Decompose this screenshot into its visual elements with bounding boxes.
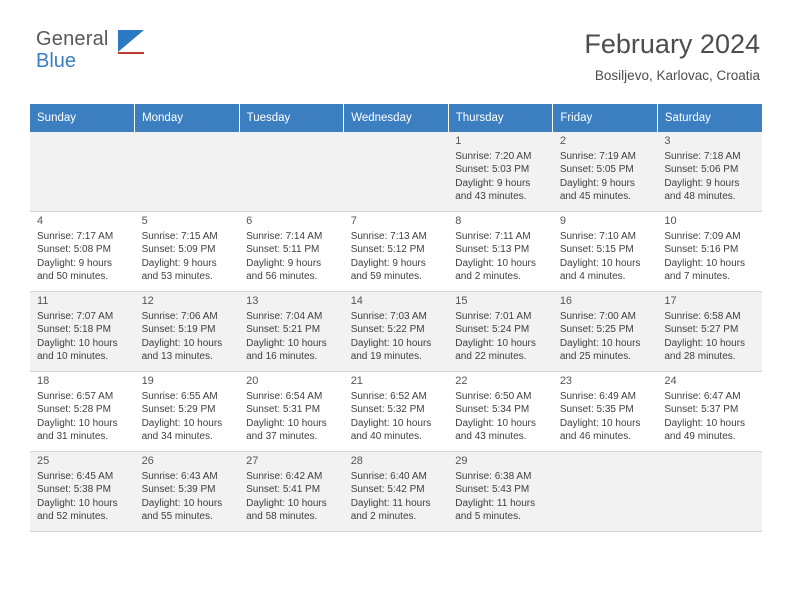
day-info-line: Daylight: 10 hours — [664, 257, 745, 269]
day-info-line: and 49 minutes. — [664, 430, 736, 442]
day-info-line: and 16 minutes. — [246, 350, 318, 362]
day-info-line: Sunrise: 7:04 AM — [246, 311, 323, 323]
day-info-line: Sunrise: 6:54 AM — [246, 391, 323, 403]
day-info-line: and 22 minutes. — [455, 350, 527, 362]
day-number: 22 — [455, 375, 468, 387]
day-number: 23 — [559, 375, 573, 387]
day-number: 20 — [246, 375, 259, 387]
day-info-line: Sunrise: 7:17 AM — [37, 231, 114, 243]
calendar-day-cell[interactable] — [135, 372, 240, 452]
day-info-line: Sunrise: 6:52 AM — [350, 391, 427, 403]
day-info-line: Sunset: 5:24 PM — [455, 324, 530, 336]
day-info-line: Sunrise: 7:19 AM — [559, 151, 636, 163]
day-sun-info — [455, 150, 548, 203]
day-sun-info — [246, 310, 339, 363]
day-sun-info — [455, 470, 548, 523]
day-info-line: Sunrise: 6:58 AM — [664, 311, 741, 323]
calendar-day-cell[interactable] — [239, 292, 344, 372]
day-info-line: Sunset: 5:38 PM — [37, 484, 111, 496]
day-number: 14 — [350, 295, 363, 307]
day-info-line: Sunrise: 7:00 AM — [559, 311, 636, 323]
day-info-line: and 7 minutes. — [664, 270, 730, 282]
day-info-line: Daylight: 9 hours — [559, 177, 635, 189]
calendar-day-cell[interactable] — [448, 212, 553, 292]
day-info-line: Daylight: 10 hours — [455, 417, 536, 429]
calendar-day-cell[interactable] — [344, 452, 449, 532]
logo-word-general: General — [36, 28, 109, 50]
calendar-day-cell[interactable] — [30, 292, 135, 372]
calendar-day-cell[interactable] — [448, 292, 553, 372]
calendar-table — [30, 104, 762, 532]
day-info-line: and 37 minutes. — [246, 430, 318, 442]
calendar-day-cell[interactable] — [239, 372, 344, 452]
day-info-line: Daylight: 10 hours — [141, 337, 223, 349]
day-info-line: Daylight: 10 hours — [664, 337, 745, 349]
day-info-line: Daylight: 10 hours — [37, 497, 118, 509]
day-info-line: Daylight: 10 hours — [455, 337, 536, 349]
calendar-cell-empty — [344, 132, 449, 212]
day-sun-info — [664, 150, 757, 203]
calendar-cell-empty — [657, 452, 762, 532]
calendar-cell-empty — [30, 132, 135, 212]
calendar-day-cell[interactable] — [135, 292, 240, 372]
day-sun-info — [560, 310, 653, 363]
day-info-line: and 45 minutes. — [559, 190, 631, 202]
day-sun-info — [351, 310, 444, 363]
calendar-day-cell[interactable] — [657, 212, 762, 292]
day-info-line: Sunrise: 7:14 AM — [246, 231, 323, 243]
calendar-day-cell[interactable] — [135, 452, 240, 532]
calendar-day-cell[interactable] — [135, 212, 240, 292]
day-info-line: Daylight: 10 hours — [559, 257, 641, 269]
day-info-line: Sunrise: 7:13 AM — [350, 231, 427, 243]
day-sun-info — [664, 390, 757, 443]
day-sun-info — [351, 230, 444, 283]
day-number: 7 — [350, 215, 357, 227]
calendar-day-cell[interactable] — [30, 372, 135, 452]
calendar-cell-empty — [135, 132, 240, 212]
day-sun-info — [37, 390, 130, 443]
day-info-line: Sunrise: 7:15 AM — [141, 231, 218, 243]
day-info-line: Daylight: 10 hours — [350, 417, 432, 429]
day-info-line: Sunset: 5:05 PM — [559, 164, 634, 176]
day-info-line: Daylight: 10 hours — [350, 337, 432, 349]
day-sun-info — [560, 390, 653, 443]
day-info-line: and 19 minutes. — [350, 350, 422, 362]
day-number: 11 — [37, 295, 49, 307]
day-number: 6 — [246, 215, 253, 227]
day-info-line: Sunrise: 7:06 AM — [141, 311, 218, 323]
column-header-friday: Friday — [553, 104, 658, 132]
day-info-line: Sunrise: 7:07 AM — [37, 311, 114, 323]
column-header-thursday: Thursday — [448, 104, 553, 132]
day-info-line: Daylight: 10 hours — [37, 417, 118, 429]
day-info-line: Daylight: 10 hours — [664, 417, 745, 429]
calendar-week-row — [30, 292, 762, 372]
calendar-week-row — [30, 452, 762, 532]
day-number: 8 — [455, 215, 462, 227]
day-info-line: Daylight: 10 hours — [246, 417, 327, 429]
day-info-line: and 56 minutes. — [246, 270, 318, 282]
day-number: 24 — [664, 375, 677, 387]
day-info-line: Daylight: 10 hours — [141, 497, 223, 509]
day-info-line: Daylight: 9 hours — [664, 177, 740, 189]
day-number: 21 — [350, 375, 363, 387]
day-info-line: Sunset: 5:18 PM — [37, 324, 111, 336]
day-info-line: and 34 minutes. — [141, 430, 213, 442]
calendar-header-row — [30, 104, 762, 132]
calendar-cell-empty — [239, 132, 344, 212]
day-info-line: Sunset: 5:11 PM — [246, 244, 320, 256]
day-info-line: Sunset: 5:37 PM — [664, 404, 739, 416]
day-sun-info — [455, 310, 548, 363]
day-info-line: Sunrise: 6:55 AM — [141, 391, 218, 403]
day-info-line: Sunset: 5:31 PM — [246, 404, 321, 416]
calendar-week-row — [30, 132, 762, 212]
day-sun-info — [664, 310, 757, 363]
logo-flag-icon — [118, 30, 144, 52]
day-info-line: Sunrise: 6:38 AM — [455, 471, 532, 483]
day-info-line: and 43 minutes. — [455, 190, 527, 202]
day-number: 28 — [350, 455, 363, 467]
day-info-line: and 46 minutes. — [559, 430, 631, 442]
day-sun-info — [37, 230, 130, 283]
day-info-line: Daylight: 9 hours — [350, 257, 426, 269]
day-info-line: Sunrise: 6:42 AM — [246, 471, 323, 483]
day-info-line: Daylight: 11 hours — [455, 497, 536, 509]
day-info-line: Sunset: 5:13 PM — [455, 244, 530, 256]
calendar-day-cell[interactable] — [448, 132, 553, 212]
calendar-day-cell[interactable] — [344, 292, 449, 372]
day-number: 19 — [141, 375, 154, 387]
day-info-line: and 13 minutes. — [141, 350, 213, 362]
day-info-line: Sunset: 5:28 PM — [37, 404, 111, 416]
general-blue-logo — [30, 28, 156, 76]
day-info-line: Daylight: 10 hours — [246, 497, 327, 509]
day-info-line: Sunset: 5:09 PM — [141, 244, 216, 256]
day-info-line: Sunrise: 7:10 AM — [559, 231, 636, 243]
day-sun-info — [351, 390, 444, 443]
day-info-line: Sunset: 5:19 PM — [141, 324, 216, 336]
day-sun-info — [664, 230, 757, 283]
day-info-line: Sunset: 5:15 PM — [559, 244, 634, 256]
day-info-line: Sunrise: 6:49 AM — [559, 391, 636, 403]
day-number: 4 — [37, 215, 44, 227]
day-info-line: Daylight: 9 hours — [455, 177, 531, 189]
logo-underline-icon — [118, 52, 144, 54]
calendar-day-cell[interactable] — [344, 212, 449, 292]
day-sun-info — [560, 150, 653, 203]
page-title: February 2024 — [584, 29, 760, 59]
day-number: 16 — [559, 295, 573, 307]
day-info-line: Sunset: 5:08 PM — [37, 244, 111, 256]
day-info-line: and 2 minutes. — [455, 270, 521, 282]
day-info-line: Sunset: 5:39 PM — [141, 484, 216, 496]
calendar-day-cell[interactable] — [657, 372, 762, 452]
day-info-line: Sunset: 5:42 PM — [350, 484, 425, 496]
calendar-body — [30, 132, 762, 532]
day-info-line: Sunrise: 6:45 AM — [37, 471, 114, 483]
day-info-line: and 28 minutes. — [664, 350, 736, 362]
day-info-line: and 5 minutes. — [455, 510, 521, 522]
day-info-line: and 4 minutes. — [559, 270, 626, 282]
day-sun-info — [351, 470, 444, 523]
day-info-line: Sunrise: 7:03 AM — [350, 311, 427, 323]
calendar-day-cell[interactable] — [239, 452, 344, 532]
day-info-line: Daylight: 10 hours — [141, 417, 223, 429]
day-info-line: and 53 minutes. — [141, 270, 213, 282]
day-sun-info — [142, 230, 235, 283]
day-info-line: Sunset: 5:22 PM — [350, 324, 425, 336]
day-info-line: Sunset: 5:27 PM — [664, 324, 739, 336]
calendar-cell-empty — [553, 452, 658, 532]
title-block — [584, 28, 762, 83]
day-number: 2 — [559, 135, 566, 147]
day-info-line: Sunrise: 7:11 AM — [455, 231, 531, 243]
location-subtitle: Bosiljevo, Karlovac, Croatia — [594, 68, 760, 83]
day-info-line: Sunset: 5:12 PM — [350, 244, 425, 256]
day-info-line: Sunset: 5:29 PM — [141, 404, 216, 416]
day-info-line: Daylight: 10 hours — [455, 257, 536, 269]
day-info-line: and 52 minutes. — [37, 510, 109, 522]
day-number: 13 — [246, 295, 259, 307]
day-info-line: Daylight: 10 hours — [37, 337, 118, 349]
day-sun-info — [142, 310, 235, 363]
day-info-line: Sunrise: 6:50 AM — [455, 391, 532, 403]
day-number: 29 — [455, 455, 468, 467]
calendar-day-cell[interactable] — [553, 212, 658, 292]
day-number: 1 — [455, 135, 462, 147]
day-info-line: Sunrise: 6:40 AM — [350, 471, 427, 483]
day-sun-info — [455, 390, 548, 443]
day-sun-info — [37, 470, 130, 523]
day-info-line: and 59 minutes. — [350, 270, 422, 282]
calendar-day-cell[interactable] — [553, 372, 658, 452]
day-number: 26 — [141, 455, 154, 467]
day-info-line: Sunset: 5:34 PM — [455, 404, 530, 416]
day-sun-info — [246, 390, 339, 443]
day-number: 15 — [455, 295, 468, 307]
day-number: 10 — [664, 215, 677, 227]
day-info-line: Daylight: 9 hours — [37, 257, 113, 269]
day-sun-info — [246, 470, 339, 523]
day-info-line: Sunset: 5:41 PM — [246, 484, 321, 496]
day-info-line: Sunrise: 7:20 AM — [455, 151, 532, 163]
day-info-line: and 58 minutes. — [246, 510, 318, 522]
calendar-week-row — [30, 372, 762, 452]
calendar-day-cell[interactable] — [344, 372, 449, 452]
day-info-line: Sunrise: 7:09 AM — [664, 231, 741, 243]
day-info-line: Sunrise: 7:18 AM — [664, 151, 741, 163]
day-info-line: Daylight: 10 hours — [246, 337, 327, 349]
day-info-line: Sunset: 5:32 PM — [350, 404, 425, 416]
day-number: 17 — [664, 295, 677, 307]
day-info-line: and 2 minutes. — [350, 510, 417, 522]
calendar-day-cell[interactable] — [448, 372, 553, 452]
calendar-day-cell[interactable] — [553, 292, 658, 372]
calendar-day-cell[interactable] — [239, 212, 344, 292]
day-number: 18 — [37, 375, 50, 387]
calendar-day-cell[interactable] — [553, 132, 658, 212]
column-header-monday: Monday — [135, 104, 240, 132]
day-info-line: and 10 minutes. — [37, 350, 109, 362]
calendar-day-cell[interactable] — [657, 132, 762, 212]
day-number: 3 — [664, 135, 671, 147]
column-header-sunday: Sunday — [30, 104, 135, 132]
calendar-day-cell[interactable] — [657, 292, 762, 372]
calendar-day-cell[interactable] — [30, 212, 135, 292]
day-info-line: Sunset: 5:43 PM — [455, 484, 530, 496]
calendar-day-cell[interactable] — [30, 452, 135, 532]
column-header-saturday: Saturday — [657, 104, 762, 132]
day-info-line: and 43 minutes. — [455, 430, 527, 442]
day-number: 12 — [141, 295, 154, 307]
day-sun-info — [560, 230, 653, 283]
day-info-line: and 25 minutes. — [559, 350, 631, 362]
day-info-line: Sunset: 5:06 PM — [664, 164, 739, 176]
day-info-line: and 31 minutes. — [37, 430, 109, 442]
day-info-line: Sunset: 5:03 PM — [455, 164, 530, 176]
calendar-week-row — [30, 212, 762, 292]
day-info-line: Sunset: 5:25 PM — [559, 324, 634, 336]
day-sun-info — [142, 470, 235, 523]
day-info-line: and 50 minutes. — [37, 270, 109, 282]
day-info-line: Sunrise: 6:57 AM — [37, 391, 114, 403]
day-number: 25 — [37, 455, 50, 467]
day-info-line: and 55 minutes. — [141, 510, 213, 522]
day-sun-info — [246, 230, 339, 283]
day-sun-info — [37, 310, 130, 363]
day-number: 5 — [141, 215, 148, 227]
day-info-line: and 40 minutes. — [350, 430, 422, 442]
day-info-line: Daylight: 9 hours — [141, 257, 217, 269]
day-info-line: Daylight: 11 hours — [350, 497, 431, 509]
column-header-wednesday: Wednesday — [344, 104, 449, 132]
day-info-line: Sunrise: 6:47 AM — [664, 391, 741, 403]
day-info-line: Sunset: 5:16 PM — [664, 244, 739, 256]
day-sun-info — [142, 390, 235, 443]
column-header-tuesday: Tuesday — [239, 104, 344, 132]
day-info-line: Daylight: 10 hours — [559, 337, 641, 349]
page-header — [30, 28, 762, 90]
day-info-line: Daylight: 10 hours — [559, 417, 641, 429]
day-info-line: Sunset: 5:21 PM — [246, 324, 321, 336]
day-info-line: and 48 minutes. — [664, 190, 736, 202]
day-info-line: Sunset: 5:35 PM — [559, 404, 634, 416]
day-sun-info — [455, 230, 548, 283]
calendar-day-cell[interactable] — [448, 452, 553, 532]
day-info-line: Sunrise: 6:43 AM — [141, 471, 218, 483]
day-number: 27 — [246, 455, 259, 467]
day-number: 9 — [559, 215, 566, 227]
logo-word-blue: Blue — [36, 50, 77, 72]
day-info-line: Sunrise: 7:01 AM — [455, 311, 532, 323]
day-info-line: Daylight: 9 hours — [246, 257, 322, 269]
